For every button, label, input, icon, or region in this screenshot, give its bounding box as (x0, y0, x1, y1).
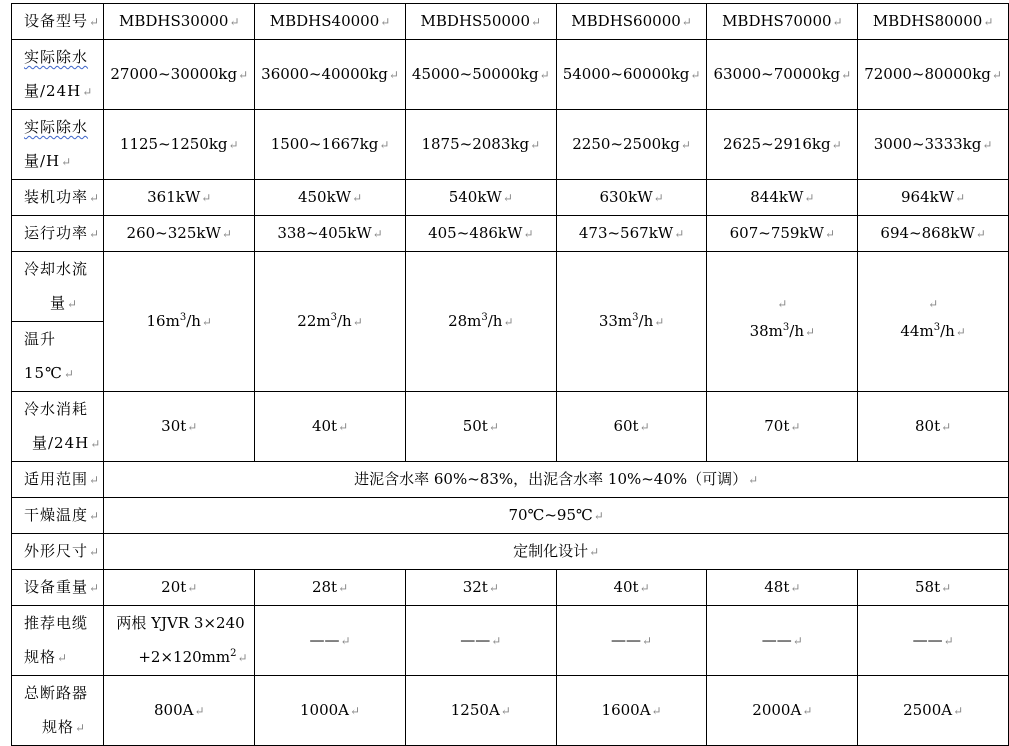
table-cell (104, 606, 255, 676)
header-label-cell (12, 4, 104, 40)
row-label-weight (12, 570, 104, 606)
header-row (12, 4, 1009, 40)
return-mark-icon: ↵ (380, 15, 391, 29)
return-mark-icon: ↵ (89, 15, 101, 29)
spec-table (11, 3, 1009, 746)
table-cell (104, 676, 255, 746)
label-line: 规格 (24, 648, 57, 666)
table-cell (707, 180, 858, 216)
cell-value: 1500~1667kg (270, 135, 379, 153)
return-mark-icon: ↵ (75, 721, 87, 735)
cell-value: —— (912, 631, 943, 649)
table-cell (405, 216, 556, 252)
return-mark-icon: ↵ (237, 651, 248, 665)
return-mark-icon: ↵ (67, 297, 79, 311)
table-row (12, 180, 1009, 216)
label-line: 推荐电缆 (24, 614, 89, 632)
return-mark-icon: ↵ (82, 85, 94, 99)
unit-sup: 3 (179, 312, 187, 323)
return-mark-icon: ↵ (201, 191, 212, 205)
return-mark-icon: ↵ (63, 367, 75, 381)
row-label-dewater-24h (12, 40, 104, 110)
table-cell (556, 392, 707, 462)
table-cell (104, 180, 255, 216)
return-mark-icon: ↵ (955, 191, 966, 205)
table-row (12, 676, 1009, 746)
return-mark-icon: ↵ (530, 138, 541, 152)
return-mark-icon: ↵ (832, 15, 843, 29)
cell-value: 定制化设计 (513, 542, 589, 560)
table-row (12, 110, 1009, 180)
return-mark-icon: ↵ (500, 704, 511, 718)
table-cell (104, 216, 255, 252)
return-mark-icon: ↵ (187, 581, 198, 595)
return-mark-icon: ↵ (229, 15, 240, 29)
return-mark-icon: ↵ (503, 315, 514, 329)
return-mark-icon: ↵ (593, 509, 604, 523)
cell-value: 540kW (448, 188, 502, 206)
label-line: 运行功率 (24, 224, 89, 242)
label-line: 总断路器 (24, 684, 89, 702)
table-cell-merged (104, 498, 1009, 534)
table-cell (255, 40, 406, 110)
cell-value: 2625~2916kg (723, 135, 831, 153)
row-label-dry-temp (12, 498, 104, 534)
cell-value: 32t (462, 578, 488, 596)
row-label-dewater-h (12, 110, 104, 180)
cell-value: 27000~30000kg (110, 65, 238, 83)
cell-value: 20t (161, 578, 187, 596)
table-cell (255, 676, 406, 746)
table-cell (405, 252, 556, 392)
cell-value: 22m (297, 312, 331, 330)
return-mark-icon: ↵ (991, 68, 1002, 82)
cell-value: 30t (161, 417, 187, 435)
model-cell (104, 4, 255, 40)
cell-value: 2250~2500kg (572, 135, 680, 153)
return-mark-icon: ↵ (89, 473, 101, 487)
cell-value: 60t (613, 417, 639, 435)
return-mark-icon: ↵ (824, 227, 836, 241)
row-label-cable (12, 606, 104, 676)
return-mark-icon: ↵ (89, 509, 101, 523)
row-label-running-power (12, 216, 104, 252)
label-line: 冷水消耗 (24, 400, 89, 418)
return-mark-icon: ↵ (488, 581, 499, 595)
cell-value: —— (309, 631, 340, 649)
table-row (12, 606, 1009, 676)
label-line: 实际除水 (24, 48, 89, 66)
cell-value: 33m (598, 312, 633, 330)
cell-value: 964kW (901, 188, 955, 206)
table-cell (707, 570, 858, 606)
model-name: MBDHS80000 (872, 12, 983, 30)
return-mark-icon: ↵ (983, 15, 994, 29)
return-mark-icon: ↵ (953, 704, 964, 718)
table-row (12, 252, 1009, 322)
label-line: 量 (50, 294, 67, 312)
cell-value: 338~405kW (277, 224, 372, 242)
return-mark-icon: ↵ (89, 581, 101, 595)
cell-value: 2000A (752, 701, 802, 719)
cell-value: 40t (311, 417, 338, 435)
unit-tail: /h (638, 312, 654, 330)
table-cell (556, 606, 707, 676)
return-mark-icon: ↵ (90, 437, 102, 451)
return-mark-icon: ↵ (539, 68, 550, 82)
table-cell (255, 110, 406, 180)
table-cell (405, 606, 556, 676)
cell-value: 36000~40000kg (261, 65, 388, 83)
return-mark-icon: ↵ (802, 704, 813, 718)
table-row (12, 392, 1009, 462)
cell-value: 54000~60000kg (562, 65, 690, 83)
table-cell (405, 570, 556, 606)
return-mark-icon: ↵ (690, 68, 701, 82)
label-line: 量/24H (24, 82, 82, 100)
table-cell (858, 676, 1009, 746)
return-mark-icon: ↵ (982, 138, 993, 152)
table-cell (707, 110, 858, 180)
return-mark-icon: ↵ (805, 325, 816, 339)
cell-value: 58t (915, 578, 941, 596)
return-mark-icon: ↵ (523, 227, 534, 241)
return-mark-icon: ↵ (651, 704, 662, 718)
table-cell (707, 252, 858, 392)
spec-table-container (11, 3, 1009, 746)
return-mark-icon: ↵ (350, 704, 361, 718)
cell-value: 1250A (450, 701, 500, 719)
label-line: 量/H (24, 152, 61, 170)
cell-value: 进泥含水率 60%~83%，出泥含水率 10%~40%（可调） (354, 470, 748, 488)
cell-value: 800A (153, 701, 194, 719)
table-row (12, 534, 1009, 570)
return-mark-icon: ↵ (928, 297, 939, 311)
cell-value: 50t (462, 417, 488, 435)
cell-value: 38m (749, 322, 783, 340)
table-cell (707, 676, 858, 746)
unit-sup: 3 (782, 322, 790, 333)
return-mark-icon: ↵ (531, 15, 542, 29)
cell-value: 48t (764, 578, 790, 596)
unit-sup: 3 (632, 312, 639, 323)
return-mark-icon: ↵ (653, 191, 664, 205)
return-mark-icon: ↵ (674, 227, 685, 241)
cell-value: —— (611, 631, 642, 649)
cell-value: 473~567kW (578, 224, 674, 242)
return-mark-icon: ↵ (680, 138, 691, 152)
table-cell (104, 392, 255, 462)
label-line: 装机功率 (24, 188, 89, 206)
return-mark-icon: ↵ (790, 581, 801, 595)
table-cell (858, 392, 1009, 462)
label-line: 量/24H (32, 434, 90, 452)
return-mark-icon: ↵ (502, 191, 513, 205)
label-line: 干燥温度 (24, 506, 89, 524)
row-label-cold-water (12, 392, 104, 462)
unit-tail: /h (789, 322, 804, 340)
return-mark-icon: ↵ (488, 420, 499, 434)
table-cell (104, 570, 255, 606)
unit-tail: /h (487, 312, 503, 330)
unit-sup: 3 (481, 312, 488, 323)
return-mark-icon: ↵ (340, 634, 351, 648)
return-mark-icon: ↵ (221, 227, 232, 241)
return-mark-icon: ↵ (194, 704, 205, 718)
return-mark-icon: ↵ (792, 634, 803, 648)
return-mark-icon: ↵ (388, 68, 399, 82)
return-mark-icon: ↵ (57, 651, 69, 665)
return-mark-icon: ↵ (61, 155, 73, 169)
table-cell (104, 40, 255, 110)
table-cell (707, 40, 858, 110)
return-mark-icon: ↵ (831, 138, 842, 152)
return-mark-icon: ↵ (777, 297, 788, 311)
return-mark-icon: ↵ (89, 191, 101, 205)
table-cell-merged (104, 462, 1009, 498)
table-cell (104, 110, 255, 180)
cell-value: —— (761, 631, 792, 649)
table-cell (556, 110, 707, 180)
cell-value: 450kW (297, 188, 352, 206)
table-cell (858, 570, 1009, 606)
row-label-cooling-flow (12, 252, 104, 322)
row-label-scope (12, 462, 104, 498)
table-row (12, 498, 1009, 534)
model-name: MBDHS60000 (571, 12, 681, 30)
cell-value: 694~868kW (880, 224, 975, 242)
table-cell (707, 606, 858, 676)
return-mark-icon: ↵ (654, 315, 665, 329)
cell-value: 405~486kW (428, 224, 523, 242)
return-mark-icon: ↵ (187, 420, 198, 434)
label-line: 实际除水 (24, 118, 89, 136)
cell-value: 40t (613, 578, 639, 596)
cell-value: 607~759kW (729, 224, 824, 242)
label-line: 设备重量 (24, 578, 89, 596)
label-line: 温升 15℃ (24, 330, 63, 382)
return-mark-icon: ↵ (379, 138, 390, 152)
row-label-installed-power (12, 180, 104, 216)
table-row (12, 40, 1009, 110)
table-cell-merged (104, 534, 1009, 570)
model-cell (858, 4, 1009, 40)
table-cell (405, 110, 556, 180)
model-name: MBDHS40000 (269, 12, 380, 30)
return-mark-icon: ↵ (352, 315, 363, 329)
cell-value: 361kW (147, 188, 201, 206)
table-cell (255, 252, 406, 392)
model-cell (255, 4, 406, 40)
return-mark-icon: ↵ (338, 420, 349, 434)
cell-value: 28t (311, 578, 338, 596)
cell-value: 16m (146, 312, 180, 330)
return-mark-icon: ↵ (642, 634, 653, 648)
table-cell (405, 392, 556, 462)
cell-value: 1600A (601, 701, 651, 719)
cell-value: 70t (764, 417, 790, 435)
cell-value: 1125~1250kg (119, 135, 228, 153)
table-row (12, 462, 1009, 498)
table-cell (556, 252, 707, 392)
model-cell (707, 4, 858, 40)
label-line: 外形尺寸 (24, 542, 89, 560)
unit-tail: /h (940, 322, 955, 340)
cell-value: 45000~50000kg (411, 65, 539, 83)
unit-sup: 2 (230, 648, 237, 659)
cell-value: 63000~70000kg (713, 65, 841, 83)
return-mark-icon: ↵ (89, 545, 101, 559)
table-cell (255, 216, 406, 252)
cell-value: 1875~2083kg (421, 135, 530, 153)
label-line: 适用范围 (24, 470, 89, 488)
unit-tail: /h (336, 312, 352, 330)
table-cell (858, 216, 1009, 252)
return-mark-icon: ↵ (491, 634, 502, 648)
return-mark-icon: ↵ (338, 581, 349, 595)
return-mark-icon: ↵ (352, 191, 363, 205)
cell-value: +2×120mm (138, 648, 231, 666)
return-mark-icon: ↵ (201, 315, 212, 329)
cell-value: 28m (448, 312, 482, 330)
return-mark-icon: ↵ (89, 227, 101, 241)
return-mark-icon: ↵ (372, 227, 383, 241)
table-cell (556, 180, 707, 216)
table-cell (405, 180, 556, 216)
cell-value: 260~325kW (126, 224, 221, 242)
row-label-temp-rise (12, 322, 104, 392)
table-cell (556, 216, 707, 252)
model-name: MBDHS50000 (420, 12, 531, 30)
unit-sup: 3 (330, 312, 337, 323)
return-mark-icon: ↵ (790, 420, 801, 434)
table-cell (858, 110, 1009, 180)
cell-value: 70℃~95℃ (508, 506, 593, 524)
table-cell (858, 252, 1009, 392)
return-mark-icon: ↵ (639, 581, 650, 595)
cell-value: 3000~3333kg (873, 135, 982, 153)
table-cell (556, 40, 707, 110)
table-cell (556, 676, 707, 746)
model-cell (405, 4, 556, 40)
table-cell (858, 40, 1009, 110)
model-cell (556, 4, 707, 40)
table-cell (707, 216, 858, 252)
table-cell (556, 570, 707, 606)
cell-value: 630kW (599, 188, 653, 206)
unit-tail: /h (186, 312, 201, 330)
return-mark-icon: ↵ (589, 545, 600, 559)
return-mark-icon: ↵ (748, 473, 759, 487)
return-mark-icon: ↵ (639, 420, 650, 434)
cell-value: —— (460, 631, 491, 649)
return-mark-icon: ↵ (841, 68, 852, 82)
table-cell (858, 180, 1009, 216)
table-cell (707, 392, 858, 462)
return-mark-icon: ↵ (681, 15, 692, 29)
row-label-size (12, 534, 104, 570)
table-cell (255, 180, 406, 216)
return-mark-icon: ↵ (943, 634, 954, 648)
label-line: 规格 (42, 718, 75, 736)
return-mark-icon: ↵ (238, 68, 249, 82)
model-name: MBDHS30000 (118, 12, 229, 30)
cell-value: 80t (915, 417, 941, 435)
return-mark-icon: ↵ (804, 191, 815, 205)
table-cell (405, 676, 556, 746)
return-mark-icon: ↵ (975, 227, 986, 241)
cell-value: 72000~80000kg (864, 65, 991, 83)
cell-value: 2500A (903, 701, 953, 719)
model-name: MBDHS70000 (722, 12, 832, 30)
return-mark-icon: ↵ (941, 420, 952, 434)
label-line: 冷却水流 (24, 260, 89, 278)
table-cell (104, 252, 255, 392)
cell-value: 844kW (750, 188, 804, 206)
table-cell (405, 40, 556, 110)
return-mark-icon: ↵ (955, 325, 966, 339)
table-cell (255, 570, 406, 606)
table-cell (858, 606, 1009, 676)
unit-sup: 3 (933, 322, 941, 333)
cell-value: 44m (900, 322, 934, 340)
row-label-breaker (12, 676, 104, 746)
cell-value: 1000A (300, 701, 350, 719)
header-label: 设备型号 (24, 12, 89, 30)
return-mark-icon: ↵ (941, 581, 952, 595)
table-cell (255, 392, 406, 462)
cell-value: 两根 YJVR 3×240 (116, 614, 245, 632)
table-cell (255, 606, 406, 676)
return-mark-icon: ↵ (228, 138, 239, 152)
table-row (12, 216, 1009, 252)
table-row (12, 570, 1009, 606)
